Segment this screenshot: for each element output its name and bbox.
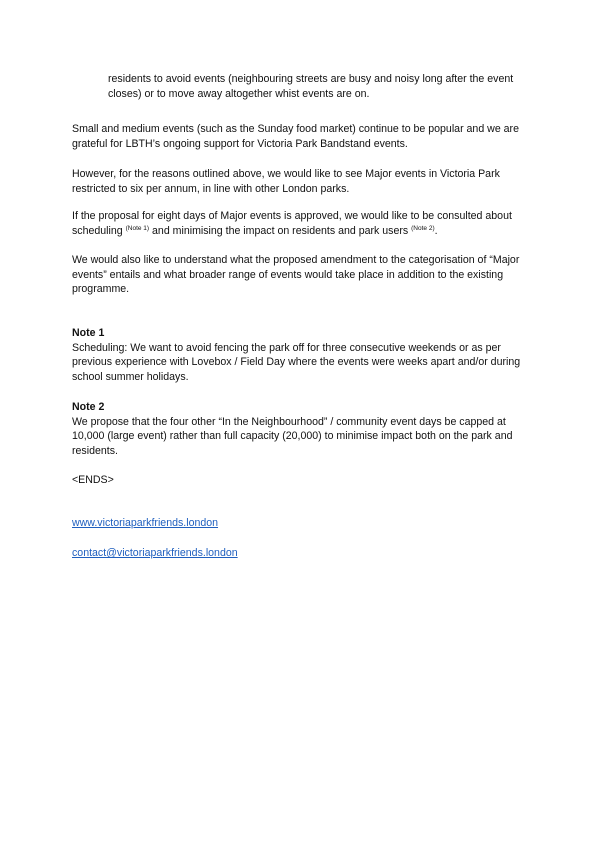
website-link-line [72,516,528,531]
note-2-heading: Note 2 [72,401,105,413]
small-medium-events-paragraph: Small and medium events (such as the Sunday food market) continue to be popular and we are grateful for LBTH’s ongoing support for Victoria Park Bandstand events. [72,123,519,150]
ends-marker: <ENDS> [72,474,114,486]
email-link-line [72,546,528,561]
note-2-text: We propose that the four other “In the Neighbourhood” / community event days be capped at 10,000 (large event) rather than full capacity (20,000) to minimise impact both on the park and residents. [72,415,513,457]
consultation-text-part1: If the proposal for eight days of Major events is approved, we would like to be consulted about scheduling [72,210,512,237]
consultation-text-part2: and minimising the impact on residents and park users [149,224,412,237]
note-2-block [72,400,528,458]
categorisation-paragraph: We would also like to understand what the proposed amendment to the categorisation of “Major events” entails and what broader range of events would take place in addition to the existing programme. [72,254,520,296]
note-1-heading: Note 1 [72,327,105,339]
note-2-reference: (Note 2) [411,224,435,232]
consultation-paragraph [72,209,528,238]
email-link[interactable]: contact@victoriaparkfriends.london [72,547,238,559]
note-1-reference: (Note 1) [125,224,150,232]
consultation-text-part3: . [434,224,438,237]
note-1-block [72,326,528,384]
note-1-text: Scheduling: We want to avoid fencing the park off for three consecutive weekends or as per previous experience with Lovebox / Field Day where the events were weeks apart and/or during school summer holidays. [72,341,521,383]
restrict-major-events-paragraph: However, for the reasons outlined above, we would like to see Major events in Victoria Park restricted to six per annum, in line with other London parks. [72,168,500,195]
continuation-paragraph: residents to avoid events (neighbouring streets are busy and noisy long after the event closes) or to move away altogether whist events are on. [108,73,514,100]
website-link[interactable]: www.victoriaparkfriends.london [72,517,219,529]
